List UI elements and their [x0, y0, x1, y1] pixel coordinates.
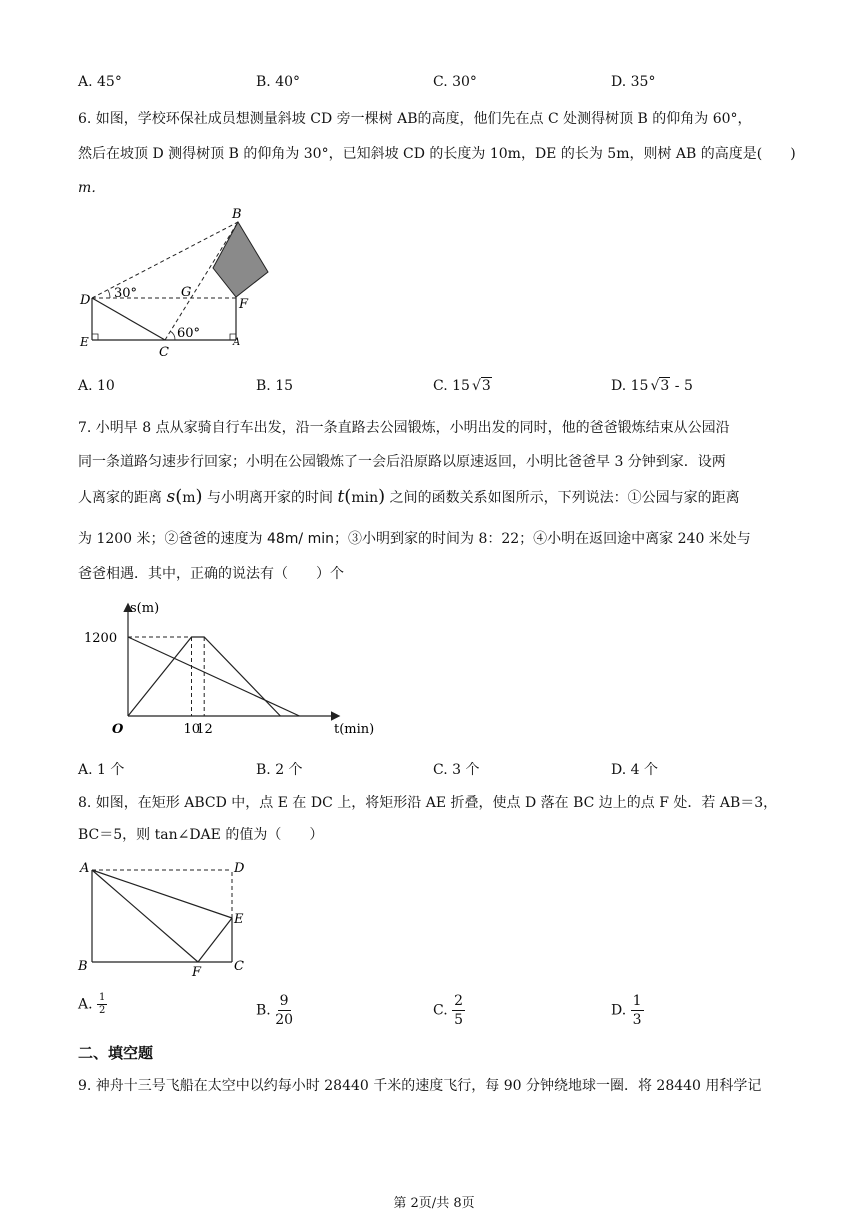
- q5-option-d: D. 35°: [611, 74, 656, 90]
- q6-option-d: D. 15 √3 - 5: [611, 378, 693, 394]
- y-tick-label: 1200: [84, 631, 118, 646]
- q7-option-a: A. 1 个: [78, 762, 125, 778]
- angle-arc-60: [170, 331, 175, 340]
- angle-arc-30: [108, 290, 110, 298]
- series-line-0: [128, 637, 280, 716]
- label-b: B: [232, 207, 242, 222]
- q5-option-b: B. 40°: [256, 74, 301, 90]
- label-d: D: [234, 861, 245, 876]
- q8-option-c: C. $\frac{2}{5}$: [433, 993, 464, 1028]
- label-c: C: [159, 345, 169, 360]
- q8-option-d: D. $\frac{1}{3}$: [611, 993, 642, 1028]
- tree-crown: [213, 222, 268, 297]
- x-tick-label: 12: [196, 722, 213, 737]
- x-tick-label: 10: [183, 722, 201, 737]
- q6-line-1: 6. 如图，学校环保社成员想测量斜坡 CD 旁一棵树 AB的高度，他们先在点 C 处测得树顶 B 的仰角为 60°，: [78, 111, 752, 127]
- q8-line-1: 8. 如图，在矩形 ABCD 中，点 E 在 DC 上，将矩形沿 AE 折叠，使点 D 落在 BC 边上的点 F 处．若 AB＝3，: [78, 795, 778, 811]
- label-c: C: [234, 959, 244, 974]
- q8-figure: [70, 852, 270, 982]
- x-axis-label: t(min): [334, 722, 375, 737]
- q8-option-b: B. $\frac{9}{20}$: [256, 993, 294, 1028]
- line-fe: [198, 918, 232, 962]
- line-af: [92, 870, 198, 962]
- slope-dc: [92, 298, 165, 340]
- q7-chart: [70, 595, 390, 745]
- q9-line-1: 9. 神舟十三号飞船在太空中以约每小时 28440 千米的速度飞行，每 90 分钟绕地球一圈．将 28440 用科学记: [78, 1078, 762, 1094]
- q6-figure: [70, 200, 290, 360]
- q6-option-a: A. 10: [78, 378, 115, 394]
- label-b: B: [78, 959, 88, 974]
- q5-option-a: A. 45°: [78, 74, 122, 90]
- q7-line-3: 人离家的距离 s(m) 与小明离开家的时间 t(min) 之间的函数关系如图所示，下列说法：①公园与家的距离: [78, 486, 740, 507]
- q7-option-b: B. 2 个: [256, 762, 303, 778]
- label-30: 30°: [114, 286, 138, 301]
- q7-line-5: 爸爸相遇．其中，正确的说法有（ ）个: [78, 566, 344, 582]
- q5-option-c: C. 30°: [433, 74, 477, 90]
- y-axis-label: s(m): [130, 601, 160, 616]
- fold-ae: [92, 870, 232, 918]
- q7-option-c: C. 3 个: [433, 762, 480, 778]
- right-angle-e: [92, 334, 98, 340]
- label-g: G: [181, 285, 192, 300]
- q7-option-d: D. 4 个: [611, 762, 658, 778]
- section-title: 二、填空题: [78, 1044, 154, 1062]
- label-d: D: [80, 293, 91, 308]
- q6-option-c: C. 15 √3: [433, 378, 491, 394]
- label-f: F: [192, 965, 202, 980]
- label-60: 60°: [177, 326, 201, 341]
- origin-label: O: [112, 722, 124, 737]
- q7-line-1: 7. 小明早 8 点从家骑自行车出发，沿一条直路去公园锻炼，小明出发的同时，他的爸爸锻炼结束从公园沿: [78, 420, 730, 436]
- q7-line-2: 同一条道路匀速步行回家；小明在公园锻炼了一会后沿原路以原速返回，小明比爸爸早 3 分钟到家．设两: [78, 454, 726, 470]
- q6-line-2: 然后在坡顶 D 测得树顶 B 的仰角为 30°，已知斜坡 CD 的长度为 10m，DE 的长为 5m，则树 AB 的高度是( ): [78, 146, 796, 162]
- label-f: F: [239, 297, 249, 312]
- page-footer: 第 2页/共 8页: [393, 1196, 475, 1211]
- q8-option-a: A. $\frac{1}{2}$: [78, 992, 106, 1016]
- q8-line-2: BC＝5，则 tan∠DAE 的值为（ ）: [78, 827, 324, 843]
- label-e: E: [80, 335, 89, 349]
- q6-line-3: m．: [78, 180, 106, 196]
- label-e: E: [234, 912, 244, 927]
- q6-option-b: B. 15: [256, 378, 294, 394]
- q7-line-4: 为 1200 米；②爸爸的速度为 48m/ min；③小明到家的时间为 8：22；④小明在返回途中离家 240 米处与: [78, 531, 751, 547]
- label-a: A: [80, 861, 90, 876]
- series-line-1: [128, 637, 299, 716]
- label-a: A: [233, 337, 241, 348]
